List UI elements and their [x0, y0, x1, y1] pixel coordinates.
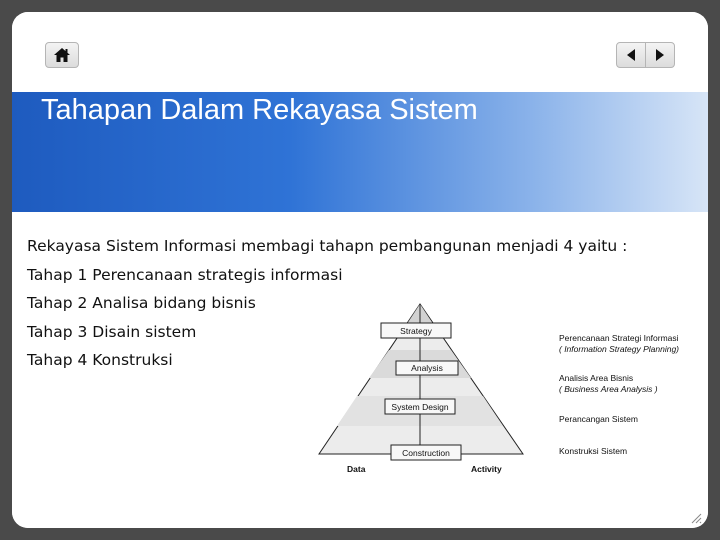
- triangle-right-icon: [654, 48, 666, 62]
- desc-construction-line1: Konstruksi Sistem: [559, 446, 628, 456]
- home-icon: [53, 47, 71, 63]
- body-line-intro: Rekayasa Sistem Informasi membagi tahapn pembangunan menjadi 4 yaitu :: [27, 237, 628, 255]
- slide: [12, 12, 708, 528]
- layer-analysis: [396, 361, 458, 375]
- body-line-stage-1: Tahap 1 Perencanaan strategis informasi: [27, 265, 343, 284]
- body-line-stage-4: Tahap 4 Konstruksi: [27, 351, 173, 369]
- pyramid-diagram: [297, 292, 699, 478]
- base-label-data: Data: [347, 464, 366, 474]
- desc-strategy-line2: ( Information Strategy Planning): [559, 344, 680, 354]
- layer-label-system-design: System Design: [391, 402, 449, 412]
- resize-grip-icon[interactable]: [690, 512, 702, 524]
- pyramid-figure: [297, 292, 699, 478]
- desc-analysis-line2: ( Business Area Analysis ): [559, 384, 658, 394]
- home-button[interactable]: [45, 42, 79, 68]
- desc-strategy-line1: Perencanaan Strategi Informasi: [559, 333, 679, 343]
- body-line-stage-2: Tahap 2 Analisa bidang bisnis: [27, 294, 256, 312]
- top-toolbar: [12, 12, 708, 92]
- layer-label-construction: Construction: [402, 448, 450, 458]
- triangle-left-icon: [625, 48, 637, 62]
- base-label-activity: Activity: [471, 464, 502, 474]
- desc-analysis-line1: Analisis Area Bisnis: [559, 373, 634, 383]
- previous-slide-button[interactable]: [616, 42, 646, 68]
- layer-strategy: [381, 323, 451, 338]
- next-slide-button[interactable]: [645, 42, 675, 68]
- slide-title: Tahapan Dalam Rekayasa Sistem: [41, 94, 478, 126]
- layer-label-analysis: Analysis: [411, 363, 443, 373]
- bottom-bar: [12, 500, 708, 528]
- desc-design-line1: Perancangan Sistem: [559, 414, 638, 424]
- layer-label-strategy: Strategy: [400, 326, 432, 336]
- body-line-stage-3: Tahap 3 Disain sistem: [27, 322, 197, 341]
- layer-system-design: [385, 399, 455, 414]
- layer-construction: [391, 445, 461, 460]
